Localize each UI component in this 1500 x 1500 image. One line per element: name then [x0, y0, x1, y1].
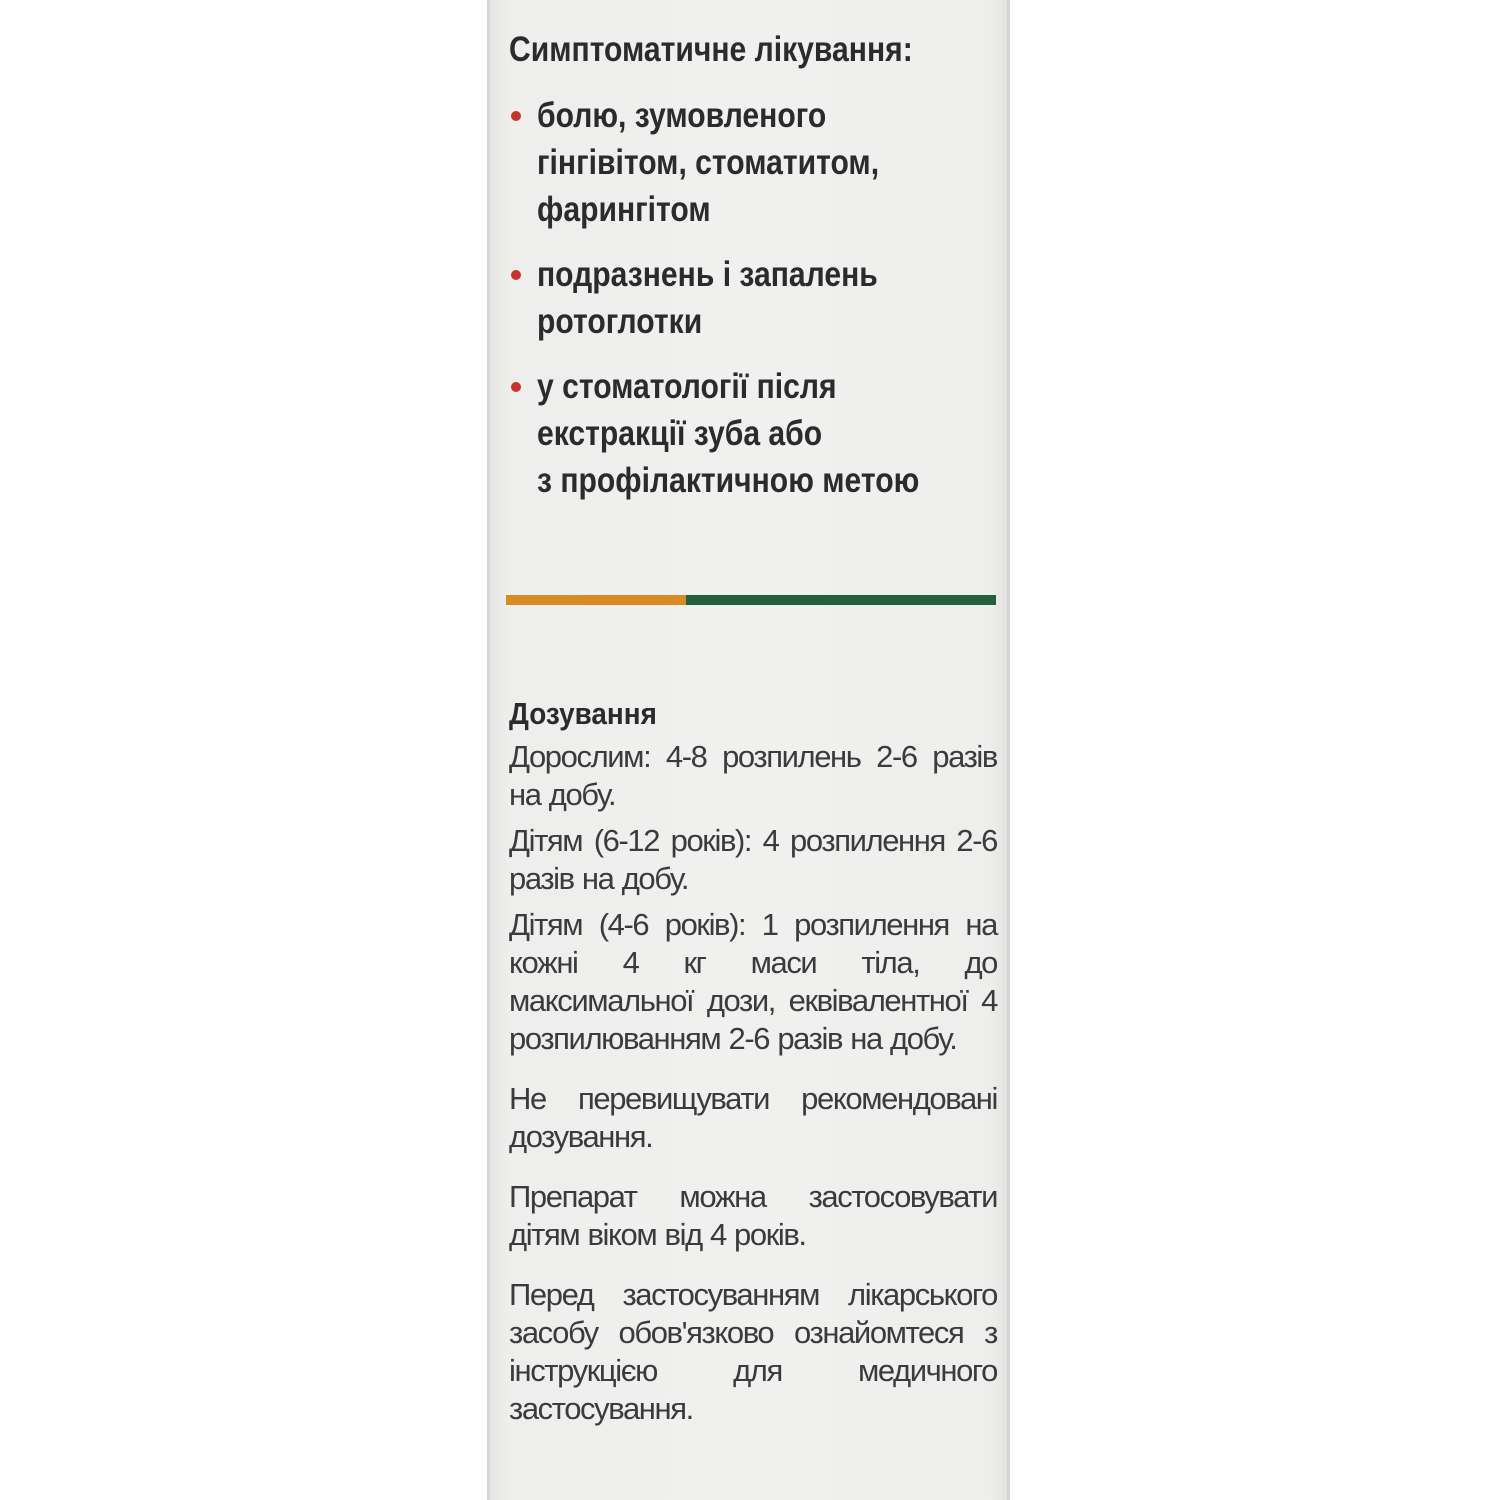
dosage-title: Дозування: [509, 696, 657, 731]
symptoms-list: [509, 92, 1009, 522]
symptoms-title: Симптоматичне лікування:: [509, 30, 913, 69]
bullet-dot-icon: [511, 270, 521, 280]
dosage-adults: Дорослим: 4-8 розпилень 2-6 разів на добу.: [509, 739, 997, 812]
dosage-section: [509, 692, 997, 1436]
symptom-item: [509, 92, 1009, 233]
symptom-item: [509, 251, 1009, 345]
symptom-item: [509, 363, 1009, 504]
panel-edge-left: [487, 0, 490, 1500]
divider-orange-segment: [506, 595, 686, 605]
color-divider: [506, 595, 996, 605]
bullet-dot-icon: [511, 111, 521, 121]
symptom-item-text: у стоматології після екстракції зуба або з профілактичною метою: [537, 367, 920, 500]
dosage-warning: Не перевищувати рекомендовані дозування.: [509, 1081, 997, 1154]
bullet-dot-icon: [511, 382, 521, 392]
divider-green-segment: [686, 595, 996, 605]
dosage-children-6-12: Дітям (6-12 років): 4 розпилення 2-6 разів на добу.: [509, 823, 997, 896]
dosage-age-note: Препарат можна застосовувати дітям віком від 4 років.: [509, 1179, 997, 1252]
symptom-item-text: подразнень і запалень ротоглотки: [537, 255, 878, 341]
dosage-children-4-6: Дітям (4-6 років): 1 розпилення на кожні 4 кг маси тіла, до максимальної дози, еквівалентної 4 розпилюванням 2-6 разів на добу.: [509, 907, 997, 1056]
symptom-item-text: болю, зумовленого гінгівітом, стоматитом, фарингітом: [537, 96, 880, 229]
dosage-instruction-note: Перед застосуванням лікарського засобу обов'язково ознайомтеся з інструкцією для медичного застосування.: [509, 1277, 997, 1426]
package-panel: [487, 0, 1010, 1500]
